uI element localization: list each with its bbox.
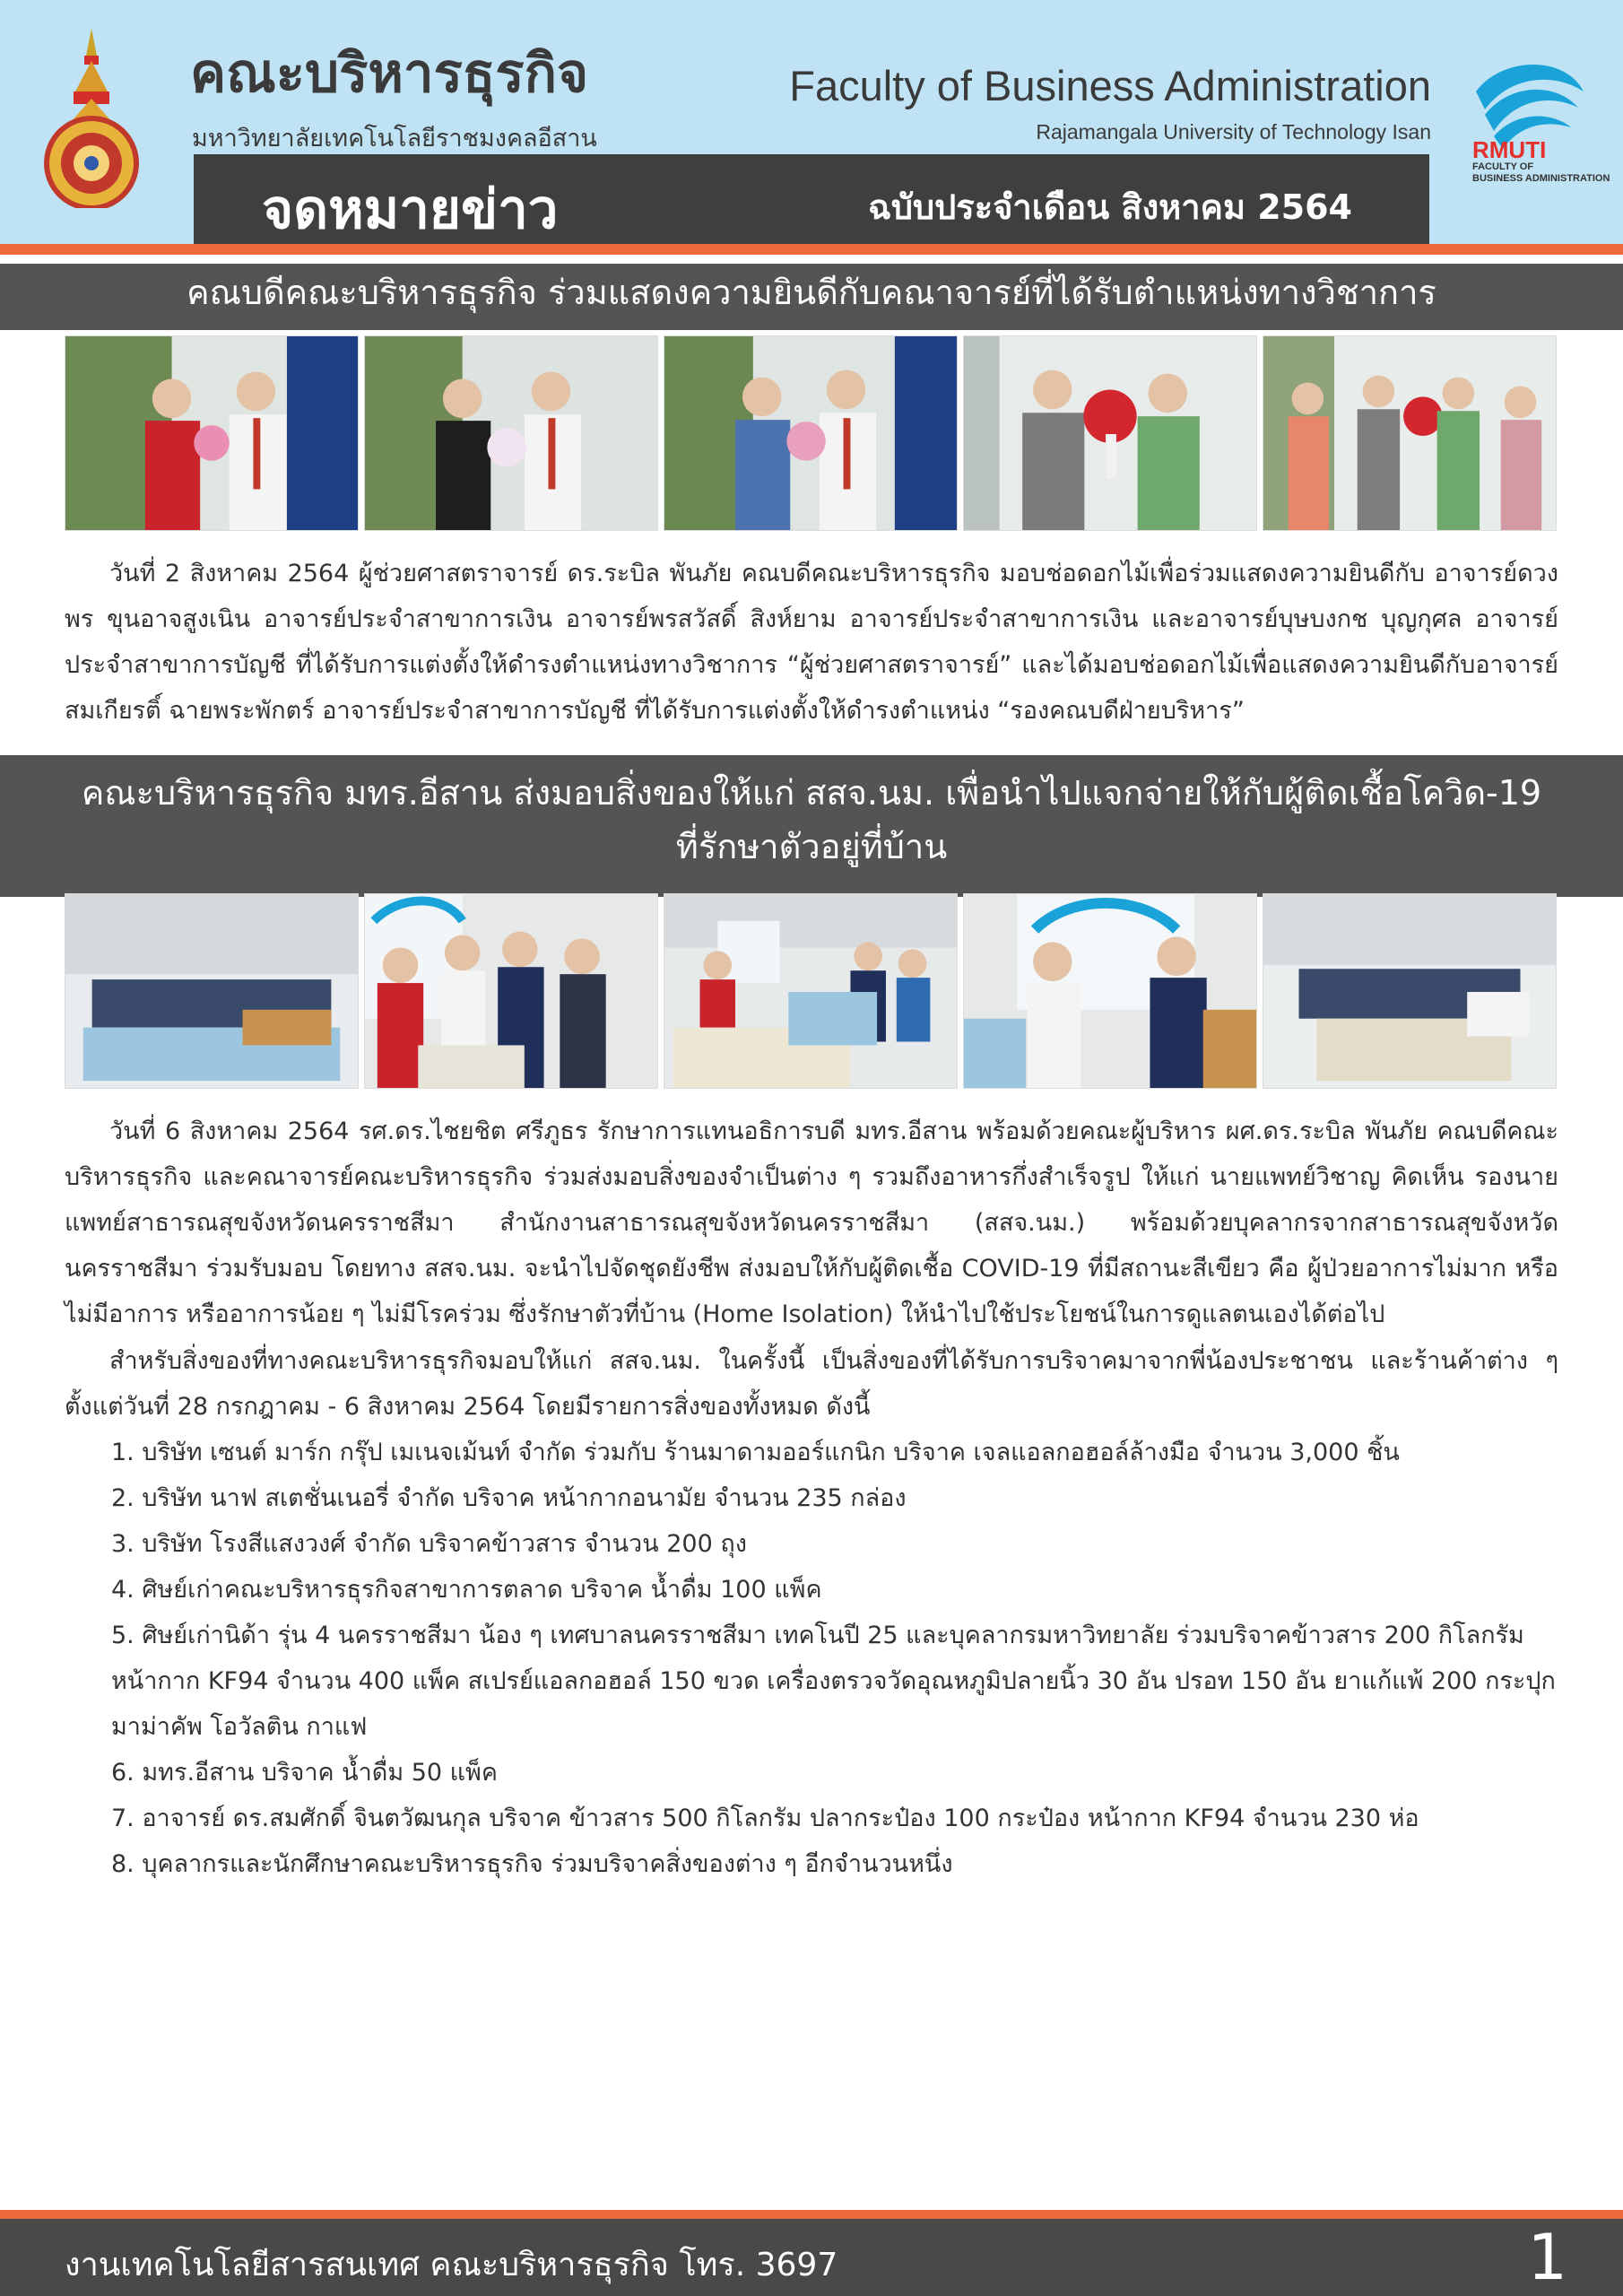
header-divider [0, 244, 1623, 255]
section2-body-1 [65, 1109, 1558, 1337]
faculty-name-thai: คณะบริหารธุรกิจ [190, 42, 589, 105]
photo-congratulation-4 [963, 335, 1257, 531]
rmuti-logo-faculty-line2: BUSINESS ADMINISTRATION [1472, 172, 1610, 184]
photo-donation-1 [65, 893, 359, 1089]
section1-title: คณบดีคณะบริหารธุรกิจ ร่วมแสดงความยินดีกับคณาจารย์ที่ได้รับตำแหน่งทางวิชาการ [0, 264, 1623, 330]
photo-congratulation-3 [664, 335, 958, 531]
university-name-thai: มหาวิทยาลัยเทคโนโลยีราชมงคลอีสาน [192, 125, 597, 152]
section2-title-line2: ที่รักษาตัวอยู่ที่บ้าน [675, 827, 948, 866]
section1-body [65, 551, 1558, 734]
photo-donation-4 [963, 893, 1257, 1089]
photo-donation-3 [664, 893, 958, 1089]
list-item: 7. อาจารย์ ดร.สมศักดิ์ จินตวัฒนกุล บริจาค ข้าวสาร 500 กิโลกรัม ปลากระป๋อง 100 กระป๋อง หน้ากาก KF94 จำนวน 230 ห่อ [111, 1805, 1419, 1832]
masthead [0, 0, 1623, 244]
photo-congratulation-5 [1263, 335, 1557, 531]
photo-donation-2 [364, 893, 658, 1089]
page-number: 1 [1527, 2221, 1567, 2294]
section2-title-line1: คณะบริหารธุรกิจ มทร.อีสาน ส่งมอบสิ่งของให้แก่ สสจ.นม. เพื่อนำไปแจกจ่ายให้กับผู้ติดเชื้อโควิด-19 [81, 773, 1542, 813]
issue-label: ฉบับประจำเดือน สิงหาคม 2564 [868, 187, 1352, 227]
rmuti-logo-faculty [1472, 161, 1610, 184]
footer-contact: งานเทคโนโลยีสารสนเทศ คณะบริหารธุรกิจ โทร. 3697 [65, 2247, 838, 2283]
donation-list [111, 1430, 1558, 1887]
list-item: 5. ศิษย์เก่านิด้า รุ่น 4 นครราชสีมา น้อง ๆ เทศบาลนครราชสีมา เทคโนปี 25 และบุคลากรมหาวิทยาลัย ร่วมบริจาคข้าวสาร 200 กิโลกรัม หน้ากาก KF94 จำนวน 400 แพ็ค สเปรย์แอลกอฮอล์ 150 ขวด เครื่องตรวจวัดอุณหภูมิปลายนิ้ว 30 อัน ปรอท 150 อัน ยาแก้แพ้ 200 กระปุก มาม่าคัพ โอวัลติน กาแฟ [111, 1622, 1556, 1741]
section2-body-2 [65, 1338, 1558, 1430]
footer [0, 2219, 1623, 2296]
list-item: 8. บุคลากรและนักศึกษาคณะบริหารธุรกิจ ร่วมบริจาคสิ่งของต่าง ๆ อีกจำนวนหนึ่ง [111, 1850, 953, 1878]
list-item: 4. ศิษย์เก่าคณะบริหารธุรกิจสาขาการตลาด บริจาค น้ำดื่ม 100 แพ็ค [111, 1576, 822, 1604]
photo-congratulation-2 [364, 335, 658, 531]
list-item: 1. บริษัท เซนต์ มาร์ก กรุ๊ป เมเนจเม้นท์ จำกัด ร่วมกับ ร้านมาดามออร์แกนิก บริจาค เจลแอลกอฮอล์ล้างมือ จำนวน 3,000 ชิ้น [111, 1439, 1400, 1466]
rmuti-logo-text: RMUTI [1472, 136, 1547, 163]
section2-body-1-text: วันที่ 6 สิงหาคม 2564 รศ.ดร.ไชยชิต ศรีภูธร รักษาการแทนอธิการบดี มทร.อีสาน พร้อมด้วยคณะผู้บริหาร ผศ.ดร.ระบิล พันภัย คณบดีคณะบริหารธุรกิจ และคณาจารย์คณะบริหารธุรกิจ ร่วมส่งมอบสิ่งของจำเป็นต่าง ๆ รวมถึงอาหารกึ่งสำเร็จรูป ให้แก่ นายแพทย์วิชาญ คิดเห็น รองนายแพทย์สาธารณสุขจังหวัดนครราชสีมา สำนักงานสาธารณสุขจังหวัดนครราชสีมา (สสจ.นม.) พร้อมด้วยบุคลากรจากสาธารณสุขจังหวัดนครราชสีมา ร่วมรับมอบ โดยทาง สสจ.นม. จะนำไปจัดชุดยังชีพ ส่งมอบให้กับผู้ติดเชื้อ COVID-19 ที่มีสถานะสีเขียว คือ ผู้ป่วยอาการไม่มาก หรือไม่มีอาการ หรืออาการน้อย ๆ ไม่มีโรคร่วม ซึ่งรักษาตัวที่บ้าน (Home Isolation) ให้นำไปใช้ประโยชน์ในการดูแลตนเองได้ต่อไป [65, 1118, 1558, 1328]
faculty-name-english: Faculty of Business Administration [789, 62, 1431, 109]
newsletter-title: จดหมายข่าว [262, 178, 559, 241]
section2-photo-strip [65, 893, 1557, 1089]
section2-title [0, 755, 1623, 897]
university-seal-icon [41, 29, 142, 208]
photo-donation-5 [1263, 893, 1557, 1089]
list-item: 2. บริษัท นาฟ สเตชั่นเนอรี่ จำกัด บริจาค หน้ากากอนามัย จำนวน 235 กล่อง [111, 1484, 907, 1512]
section2-body-2-text: สำหรับสิ่งของที่ทางคณะบริหารธุรกิจมอบให้แก่ สสจ.นม. ในครั้งนี้ เป็นสิ่งของที่ได้รับการบริจาคมาจากพี่น้องประชาชน และร้านค้าต่าง ๆ ตั้งแต่วันที่ 28 กรกฎาคม - 6 สิงหาคม 2564 โดยมีรายการสิ่งของทั้งหมด ดังนี้ [65, 1347, 1558, 1421]
rmuti-logo-faculty-line1: FACULTY OF [1472, 161, 1534, 172]
section1-photo-strip [65, 335, 1557, 531]
footer-divider [0, 2210, 1623, 2219]
photo-congratulation-1 [65, 335, 359, 531]
list-item: 3. บริษัท โรงสีแสงวงศ์ จำกัด บริจาคข้าวสาร จำนวน 200 ถุง [111, 1530, 747, 1558]
university-name-english: Rajamangala University of Technology Isan [1036, 120, 1431, 144]
list-item: 6. มทร.อีสาน บริจาค น้ำดื่ม 50 แพ็ค [111, 1759, 498, 1787]
newsletter-banner [194, 154, 1429, 244]
section1-body-text: วันที่ 2 สิงหาคม 2564 ผู้ช่วยศาสตราจารย์ ดร.ระบิล พันภัย คณบดีคณะบริหารธุรกิจ มอบช่อดอกไม้เพื่อร่วมแสดงความยินดีกับ อาจารย์ดวงพร ขุนอาจสูงเนิน อาจารย์ประจำสาขาการเงิน อาจารย์พรสวัสดิ์ สิงห์ยาม อาจารย์ประจำสาขาการเงิน และอาจารย์บุษบงกช บุญกุศล อาจารย์ประจำสาขาการบัญชี ที่ได้รับการแต่งตั้งให้ดำรงตำแหน่งทางวิชาการ “ผู้ช่วยศาสตราจารย์” และได้มอบช่อดอกไม้เพื่อแสดงความยินดีกับอาจารย์สมเกียรติ์ ฉายพระพักตร์ อาจารย์ประจำสาขาการบัญชี ที่ได้รับการแต่งตั้งให้ดำรงตำแหน่ง “รองคณบดีฝ่ายบริหาร” [65, 560, 1558, 725]
